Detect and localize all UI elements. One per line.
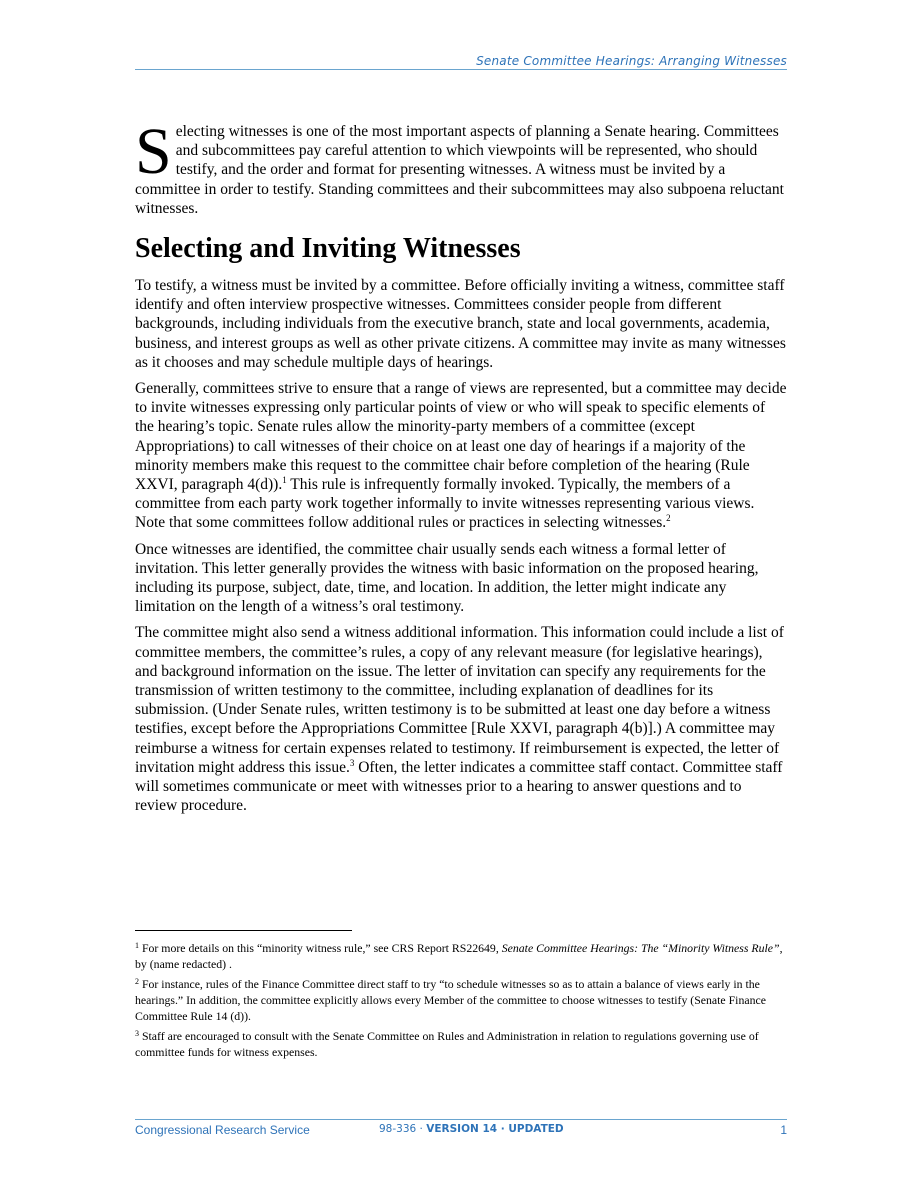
paragraph-4 (135, 623, 787, 815)
paragraph-2-part-a: Generally, committees strive to ensure that a range of views are represented, but a committee may decide to invite witnesses expressing only particular points of view or who will speak to specific elements of the hearing’s topic. Senate rules allow the minority-party members of a committee (except Appropriations) to call witnesses of their choice on at least one day of hearings if a majority of the minority members make this request to the committee chair before completion of the hearing (Rule XXVI, paragraph 4(d)). (135, 380, 787, 494)
footnote-number: 1 (135, 941, 139, 950)
footnote-ref-3[interactable]: 3 (349, 757, 355, 768)
footer-rule (135, 1119, 787, 1120)
paragraph-2 (135, 379, 787, 533)
footnote-number: 3 (135, 1029, 139, 1038)
footnote-ref-1[interactable]: 1 (282, 475, 287, 486)
footer-version: VERSION 14 · UPDATED (426, 1123, 564, 1135)
footer-org: Congressional Research Service (135, 1123, 310, 1137)
running-header: Senate Committee Hearings: Arranging Witnesses (476, 54, 787, 68)
footnote-2 (135, 976, 787, 1024)
paragraph-4-part-a: The committee might also send a witness additional information. This information could include a list of committee members, the committee’s rules, a copy of any relevant measure (for legislative hearings), and background information on the issue. The letter of invitation can specify any requirements for the transmission of written testimony to the committee, including explanation of deadlines for its submission. (Under Senate rules, written testimony is to be submitted at least one day before a witness testifies, except before the Appropriations Committee [Rule XXVI, paragraph 4(b)].) A committee may reimburse a witness for certain expenses related to testimony. If reimbursement is expected, the letter of invitation might address this issue. (135, 624, 784, 776)
page-footer (135, 1123, 787, 1139)
footer-report-number: 98-336 · (379, 1123, 427, 1135)
footnotes (135, 940, 787, 1064)
paragraph-3: Once witnesses are identified, the committee chair usually sends each witness a formal letter of invitation. This letter generally provides the witness with basic information on the proposed hearing, including its purpose, subject, date, time, and location. In addition, the letter might indicate any limitation on the length of a witness’s oral testimony. (135, 540, 759, 616)
intro-paragraph (135, 115, 787, 218)
paragraph-1: To testify, a witness must be invited by a committee. Before officially inviting a witness, committee staff identify and often interview prospective witnesses. Committees consider people from different backgrounds, including individuals from the executive branch, state and local governments, academia, business, and interest groups as well as other private citizens. A committee may invite as many witnesses as it chooses and may schedule multiple days of hearings. (135, 277, 786, 371)
footnote-ref-2[interactable]: 2 (666, 513, 671, 524)
footnote-text: For more details on this “minority witness rule,” see CRS Report RS22649, (139, 941, 502, 955)
paragraph-4-part-b: Often, the letter indicates a committee staff contact. Committee staff will sometimes communicate or meet with witnesses prior to a hearing to answer questions and to review procedure. (135, 758, 783, 815)
footnote-title: Senate Committee Hearings: The “Minority Witness Rule” (501, 941, 780, 955)
intro-text: electing witnesses is one of the most important aspects of planning a Senate hearing. Committees and subcommittees pay careful attention to which viewpoints will be represented, who should testify, and the order and format for presenting witnesses. A witness must be invited by a committee in order to testify. Standing committees and their subcommittees may also subpoena reluctant witnesses. (135, 123, 784, 217)
footnote-1 (135, 940, 787, 972)
footnote-3 (135, 1028, 787, 1060)
footnote-text: Staff are encouraged to consult with the Senate Committee on Rules and Administration in relation to regulations governing use of committee funds for witness expenses. (135, 1029, 759, 1059)
footnote-separator (135, 930, 352, 931)
footnote-number: 2 (135, 977, 139, 986)
drop-cap: S (135, 115, 172, 188)
header-rule (135, 69, 787, 70)
footer-report-id (379, 1123, 564, 1135)
page-number: 1 (780, 1123, 787, 1137)
section-heading: Selecting and Inviting Witnesses (135, 233, 521, 265)
main-content (135, 115, 787, 823)
footnote-text: For instance, rules of the Finance Committee direct staff to try “to schedule witnesses so as to attain a balance of views early in the hearings.” In addition, the committee explicitly allows every Member of the committee to choose witnesses to testify (Senate Finance Committee Rule 14 (d)). (135, 977, 766, 1023)
footnote-text: , by (name redacted) . (135, 941, 783, 971)
paragraph-2-part-b: This rule is infrequently formally invoked. Typically, the members of a committee from each party work together informally to invite witnesses representing various views. Note that some committees follow additional rules or practices in selecting witnesses. (135, 476, 755, 532)
